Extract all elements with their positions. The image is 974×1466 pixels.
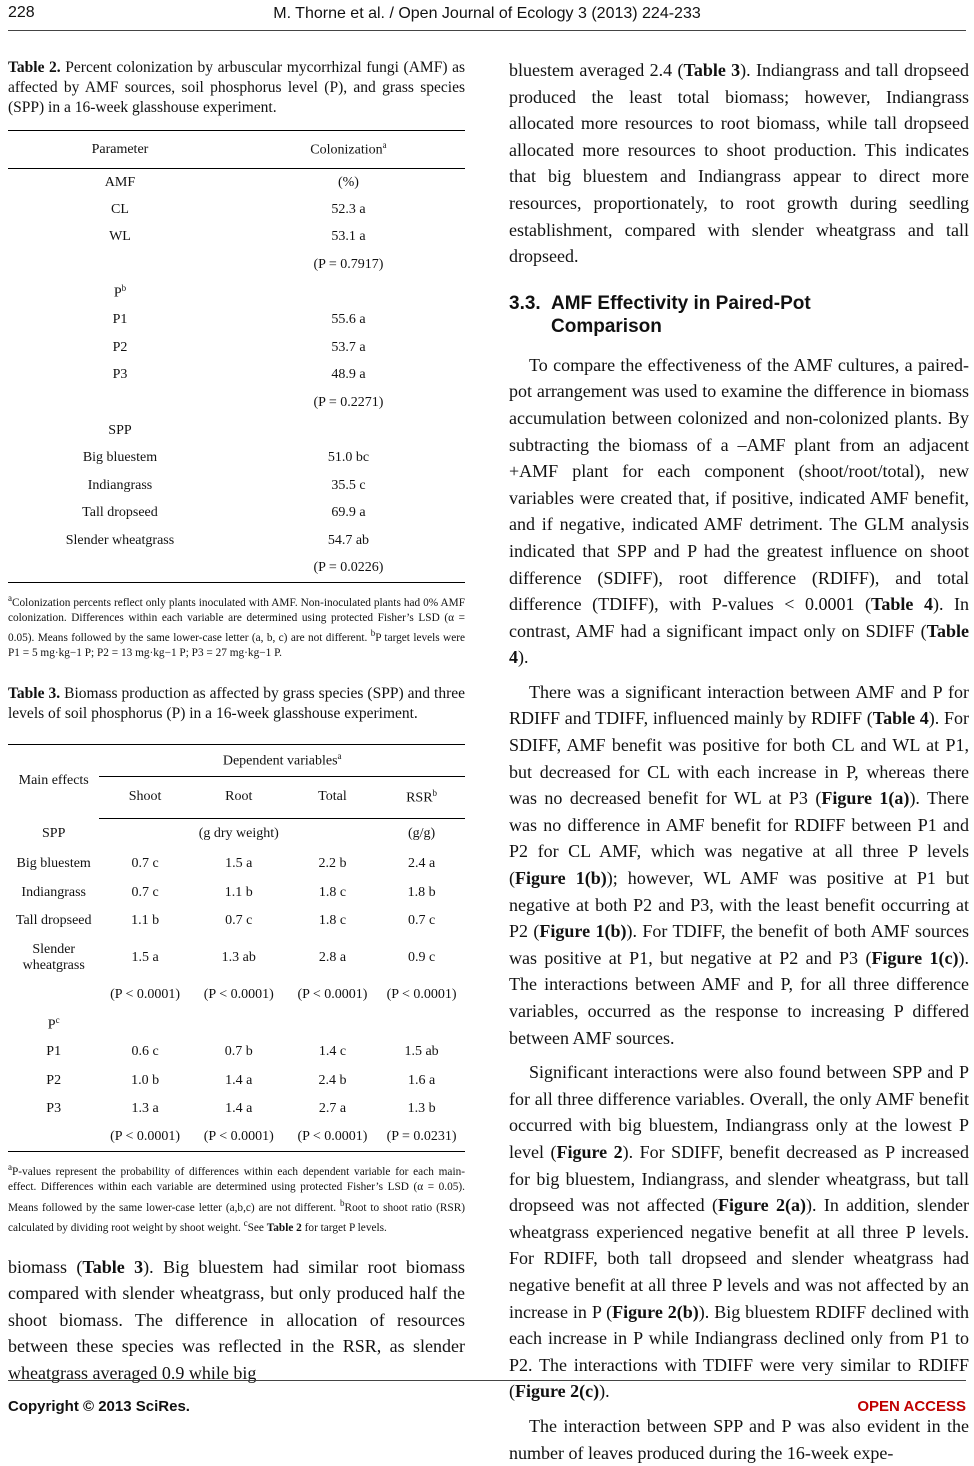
table3-cell: 1.1 b — [224, 884, 253, 900]
table3-cell: 2.4 b — [318, 1072, 347, 1088]
table3-cell: 1.8 c — [318, 884, 347, 900]
table-row — [8, 907, 465, 935]
table3-cell: 1.5 ab — [404, 1044, 439, 1060]
table2-cell-colonization: 35.5 c — [331, 477, 366, 493]
table-row — [8, 251, 465, 279]
table-row — [8, 527, 465, 555]
table3-cell: Indiangrass — [21, 884, 86, 900]
table2-cell-colonization: (P = 0.0226) — [232, 555, 465, 583]
table2-cell-colonization: 53.7 a — [331, 339, 366, 355]
table2-cell-parameter: Big bluestem — [82, 450, 158, 466]
table2-cell-parameter: AMF — [104, 174, 136, 190]
table2-cell-colonization: 53.1 a — [331, 229, 366, 245]
table-row — [8, 196, 465, 224]
table3-caption: Table 3. Biomass production as affected by grass species (SPP) and three levels of soil phosphorus (P) in a 16-week glasshouse experiment. — [8, 684, 466, 722]
table-row — [8, 879, 465, 907]
right-paragraph-3: There was a significant interaction between AMF and P for RDIFF and TDIFF, influenced mainly by RDIFF (Table 4). For SDIFF, AMF benefit was positive for both CL and WL at P1, but decreased for CL with each increase in P, whereas there was no decreased benefit for WL at P3 (Figure 1(a)). There was no difference in AMF benefit for RDIFF between P1 and P2 for CL AMF, which was negative at all three P levels (Figure 1(b)); however, WL AMF was positive at P1 but negative at both P2 and P3, with the least benefit occurring at P2 (Figure 1(b)). For TDIFF, the benefit of both AMF sources was positive at P1, but negative at P2 and P3 (Figure 1(c)). The interactions between AMF and P, for all three difference variables, occurred as the response to increasing P differed between AMF sources. — [509, 681, 970, 1048]
footer-rule — [8, 1380, 966, 1381]
table3-cell: (P < 0.0001) — [203, 987, 274, 1003]
table3-cell: Big bluestem — [16, 856, 91, 872]
table2-cell-colonization: 54.7 ab — [327, 533, 370, 549]
table3 — [8, 744, 465, 1153]
table3-cell: 1.8 c — [318, 913, 347, 929]
table2-cell-colonization: 48.9 a — [331, 367, 366, 383]
table2-cell-parameter: Slender wheatgrass — [65, 533, 175, 549]
table3-cell: 0.7 c — [131, 884, 159, 900]
table3-cell: 2.8 a — [318, 950, 347, 966]
table2-cell-colonization: (%) — [337, 174, 359, 190]
table3-cell: (P < 0.0001) — [99, 1123, 190, 1151]
table-row — [8, 1038, 465, 1066]
right-paragraph-5: The interaction between SPP and P was also evident in the number of leaves produced during the 16-week expe- — [509, 1415, 969, 1463]
table3-cell: (P < 0.0001) — [297, 987, 368, 1003]
table3-cell: 1.5 a — [225, 856, 253, 872]
table3-cell: P3 — [46, 1101, 62, 1117]
section-heading: 3.3. AMF Effectivity in Paired-Pot Comparison — [509, 292, 811, 337]
table3-cell: (P < 0.0001) — [386, 987, 457, 1003]
table2-cell-colonization: (P = 0.2271) — [313, 395, 384, 411]
table2-cell-colonization — [232, 279, 465, 307]
table3-cell: 2.7 a — [318, 1101, 347, 1117]
table-row — [8, 362, 465, 390]
table3-header-root: Root — [191, 776, 287, 818]
table3-cell: 1.4 a — [225, 1101, 253, 1117]
table3-cell: 1.8 b — [407, 884, 436, 900]
table-row — [8, 1066, 465, 1094]
table3-cell: (P = 0.0231) — [378, 1123, 465, 1151]
table3-footnote: $^a$P-values represent the probability of differences within each dependent variable for each main-effect. Differences within each variable are determined using protected Fisher’s LSD (α = 0.05). Means followed by the same lower-case letter (a,b,c) are not different. $^b$Root to shoot ratio (RSR) calculated by dividing root weight by shoot weight. $^c$See Table 2 for target P levels. — [8, 1162, 465, 1234]
table-row — [8, 334, 465, 362]
table2 — [8, 130, 465, 583]
left-body-paragraph: biomass (Table 3). Big bluestem had similar root biomass compared with slender wheatgrass, but only produced half the shoot biomass. The difference in allocation of resources between these species was reflected in the RSR, as slender wheatgrass averaged 0.9 while big — [8, 1256, 466, 1383]
table3-cell: 0.7 c — [225, 913, 253, 929]
right-paragraph-1: bluestem averaged 2.4 (Table 3). Indiangrass and tall dropseed produced the least total biomass; however, Indiangrass allocated more resources to root biomass, while tall dropseed allocated more resources to shoot production. This indicates that big bluestem and Indiangrass appear to direct more resources, proportionately, to root growth during seedling establishment, compared with slender wheatgrass and tall dropseed. — [509, 60, 969, 267]
table-row — [8, 1095, 465, 1123]
table2-header-colonization: Colonization$^a$ — [232, 131, 465, 169]
table2-cell-colonization: (P = 0.7917) — [313, 257, 384, 273]
table-row — [8, 555, 465, 583]
table-row — [8, 850, 465, 878]
table3-cell: (P < 0.0001) — [110, 987, 181, 1003]
table2-cell-colonization: 55.6 a — [331, 312, 366, 328]
table2-cell-parameter: P2 — [112, 339, 128, 355]
table3-cell: 0.7 c — [407, 913, 436, 929]
table3-cell: (g dry weight) — [198, 826, 279, 842]
table-row — [8, 981, 465, 1009]
table3-cell: 1.5 a — [131, 950, 159, 966]
table3-cell: (P < 0.0001) — [191, 1123, 287, 1151]
table3-cell: 1.1 b — [131, 913, 160, 929]
table3-cell: 1.3 a — [131, 1101, 159, 1117]
table3-cell: $P^c$ — [47, 1014, 60, 1033]
footer-open-access: OPEN ACCESS — [857, 1398, 966, 1415]
table2-cell-colonization: 51.0 bc — [327, 450, 370, 466]
table2-cell-parameter: SPP — [108, 422, 132, 438]
table-row — [8, 417, 465, 445]
table3-cell: 1.3 ab — [221, 950, 256, 966]
table3-cell — [287, 1010, 378, 1038]
table3-cell: 1.0 b — [131, 1072, 160, 1088]
table3-cell: 1.4 c — [318, 1044, 347, 1060]
right-paragraph-2: To compare the effectiveness of the AMF cultures, a paired-pot arrangement was used to examine the difference in biomass accumulation between colonized and non-colonized plants. By subtracting the biomass of a –AMF plant from an adjacent +AMF plant for each component (shoot/root/total), new variables were created that, if positive, indicated AMF benefit, and if negative, indicated AMF detriment. The GLM analysis indicated that SPP and P had the greatest influence on shoot difference (SDIFF), root difference (RDIFF), and total difference (TDIFF), with P-values < 0.0001 (Table 4). In contrast, AMF had a significant impact only on SDIFF (Table 4). — [509, 354, 969, 668]
table-row — [8, 472, 465, 500]
table3-header-shoot: Shoot — [99, 776, 190, 818]
table2-cell-parameter: P1 — [112, 312, 128, 328]
table-row — [8, 389, 465, 417]
table3-cell: 1.4 a — [225, 1072, 253, 1088]
table3-cell — [191, 1010, 287, 1038]
table-row — [8, 444, 465, 472]
table3-cell: Tall dropseed — [15, 913, 92, 929]
table2-cell-parameter: CL — [111, 201, 129, 217]
table3-cell: 0.9 c — [407, 950, 436, 966]
table2-footnote: $^a$Colonization percents reflect only plants inoculated with AMF. Non-inoculated plants had 0% AMF colonization. Differences within each variable are determined using protected Fisher’s LSD (α = 0.05). Means followed by the same lower-case letter (a, b, c) are not different. $^b$P target levels were P1 = 5 mg·kg−1 P; P2 = 13 mg·kg−1 P; P3 = 27 mg·kg−1 P. — [8, 592, 465, 660]
table2-cell-colonization — [232, 417, 465, 445]
table3-cell: P2 — [46, 1072, 62, 1088]
table3-cell — [8, 1123, 99, 1151]
table2-cell-parameter: Indiangrass — [87, 477, 153, 493]
table-row — [8, 224, 465, 252]
table3-cell: 0.7 c — [131, 856, 159, 872]
table3-cell: (g/g) — [407, 826, 436, 842]
page-number: 228 — [8, 4, 35, 21]
table2-cell-parameter: WL — [109, 229, 131, 245]
footer-copyright: Copyright © 2013 SciRes. — [8, 1398, 190, 1415]
table3-cell: 2.2 b — [318, 856, 347, 872]
running-title: M. Thorne et al. / Open Journal of Ecology 3 (2013) 224-233 — [273, 5, 701, 22]
table-row — [8, 935, 465, 981]
table2-cell-parameter: Tall dropseed — [82, 505, 158, 521]
right-column — [509, 57, 969, 1466]
table3-cell: (P < 0.0001) — [287, 1123, 378, 1151]
header-rule — [8, 30, 966, 31]
table3-header-main-effects: Main effects — [8, 744, 99, 818]
table2-cell-colonization: 52.3 a — [331, 201, 366, 217]
left-column — [8, 58, 465, 1387]
table3-header-dependent: Dependent variables$^a$ — [99, 744, 465, 776]
table2-cell-parameter — [8, 251, 232, 279]
table2-cell-parameter — [8, 555, 232, 583]
table-row — [8, 279, 465, 307]
table3-cell: 2.4 a — [407, 856, 436, 872]
table3-header-total: Total — [287, 776, 378, 818]
table2-cell-parameter — [8, 389, 232, 417]
table3-cell: 1.6 a — [407, 1072, 436, 1088]
table3-cell: P1 — [46, 1044, 62, 1060]
table3-cell: 0.7 b — [224, 1044, 253, 1060]
table3-cell — [378, 1010, 465, 1038]
table2-header-parameter: Parameter — [8, 131, 232, 169]
right-paragraph-4: Significant interactions were also found between SPP and P for all three difference variables. Overall, the only AMF benefit occurred with big bluestem, Indiangrass only at the lowest P level (Figure 2). For SDIFF, benefit decreased as P increased for big bluestem, Indiangrass, and slender wheatgrass, but tall dropseed was not affected (Figure 2(a)). In addition, slender wheatgrass experienced negative benefit at all three P levels. For RDIFF, both tall dropseed and slender wheatgrass had negative benefit at all three P levels and was not affected by an increase in P (Figure 2(b)). Big bluestem RDIFF declined with each increase in P while Indiangrass declined only from P1 to P2. The interactions with TDIFF were very similar to RDIFF (Figure 2(c)). — [509, 1062, 969, 1402]
table3-header-rsr: RSR$^b$ — [378, 776, 465, 818]
table-row — [8, 306, 465, 334]
table-row — [8, 818, 465, 850]
table3-cell: 0.6 c — [131, 1044, 159, 1060]
table-row — [8, 500, 465, 528]
table2-caption: Table 2. Percent colonization by arbuscular mycorrhizal fungi (AMF) as affected by AMF sources, soil phosphorus level (P), and grass species (SPP) in a 16-week glasshouse experiment. — [8, 59, 465, 116]
table3-cell — [99, 1010, 190, 1038]
table2-cell-colonization: 69.9 a — [331, 505, 366, 521]
table3-cell: 1.3 b — [407, 1101, 436, 1117]
table-row — [8, 1123, 465, 1151]
table3-cell: Slender wheatgrass — [22, 942, 85, 974]
table-row — [8, 169, 465, 197]
table2-cell-parameter: $P^b$ — [113, 283, 127, 301]
table2-cell-parameter: P3 — [112, 367, 128, 383]
table3-cell — [8, 981, 99, 1009]
table-row — [8, 1010, 465, 1038]
table3-cell: SPP — [42, 826, 66, 842]
